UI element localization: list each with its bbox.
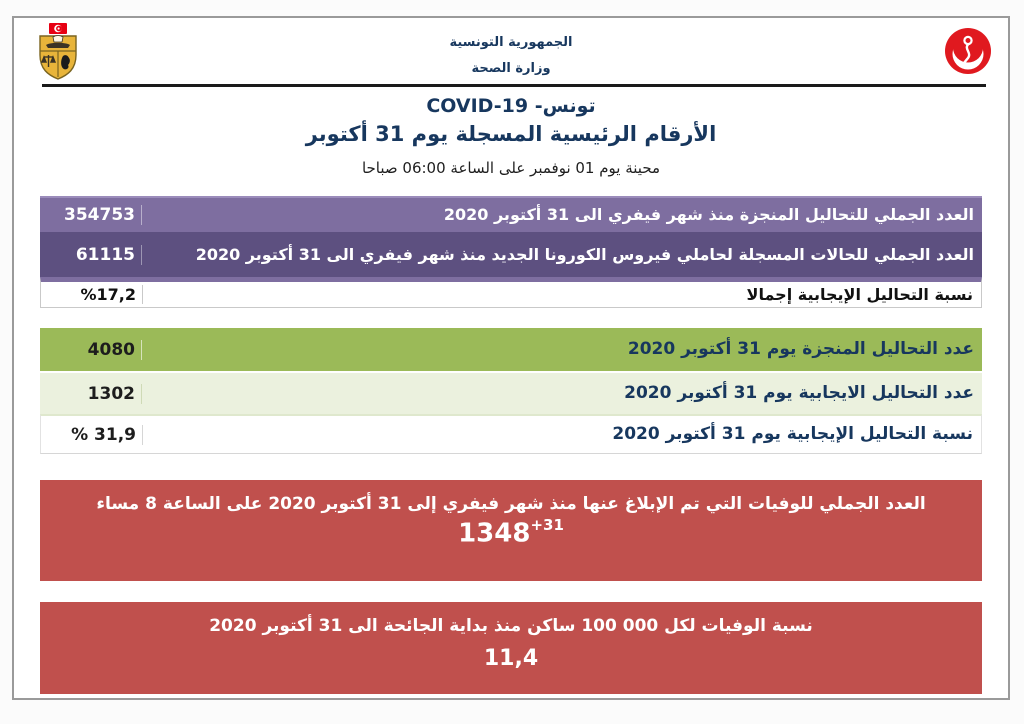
document-page — [12, 16, 1010, 700]
table-row — [40, 371, 982, 414]
deaths-total-title: العدد الجملي للوفيات التي تم الإبلاغ عنها منذ شهر فيفري إلى 31 أكتوبر 2020 على الساعة 8 مساء — [96, 494, 926, 514]
republic-title: الجمهورية التونسية — [449, 35, 573, 50]
header-text — [14, 35, 1008, 76]
deaths-delta-badge: +31 — [530, 516, 564, 535]
deaths-rate-title: نسبة الوفيات لكل ‪100 000‬ ساكن منذ بداية الجائحة الى 31 أكتوبر 2020 — [209, 616, 813, 636]
deaths-total-block — [40, 480, 982, 581]
cumulative-stats-table — [40, 196, 982, 308]
deaths-rate-block — [40, 602, 982, 694]
total-cases-label: العدد الجملي للحالات المسجلة لحاملي فيروس الكورونا الجديد منذ شهر فيفري الى 31 أكتوبر 2020 — [195, 244, 974, 264]
page-title: COVID-19 -تونس — [426, 95, 596, 117]
overall-positivity-label: نسبة التحاليل الإيجابية إجمالا — [746, 284, 973, 304]
table-row — [40, 328, 982, 371]
total-cases-value: 61115 — [40, 245, 142, 265]
overall-positivity-value: %17,2 — [41, 285, 143, 304]
table-row — [40, 196, 982, 232]
update-timestamp: محينة يوم 01 نوفمبر على الساعة 06:00 صباحا — [361, 159, 661, 177]
daily-positive-label: عدد التحاليل الايجابية يوم 31 أكتوبر 2020 — [624, 382, 974, 403]
deaths-rate-value: 11,4 — [483, 646, 539, 672]
total-tests-label: العدد الجملي للتحاليل المنجزة منذ شهر فيفري الى 31 أكتوبر 2020 — [443, 205, 974, 224]
daily-positive-value: 1302 — [40, 384, 142, 404]
daily-positivity-value: % 31,9 — [41, 425, 143, 445]
daily-positivity-label: نسبة التحاليل الإيجابية يوم 31 أكتوبر 2020 — [612, 423, 973, 444]
ministry-title: وزارة الصحة — [471, 61, 551, 76]
page-subtitle: الأرقام الرئيسية المسجلة يوم 31 أكتوبر — [305, 122, 717, 146]
daily-tests-label: عدد التحاليل المنجزة يوم 31 أكتوبر 2020 — [627, 338, 974, 359]
table-row — [40, 277, 982, 308]
header-divider — [42, 84, 986, 87]
daily-stats-table — [40, 328, 982, 454]
total-tests-value: 354753 — [40, 205, 142, 225]
deaths-total-value: 1348 — [458, 518, 531, 549]
ministry-of-health-logo-icon — [944, 27, 992, 75]
table-row — [40, 232, 982, 277]
deaths-total-value-line — [40, 518, 982, 549]
table-row — [40, 414, 982, 454]
daily-tests-value: 4080 — [40, 340, 142, 360]
